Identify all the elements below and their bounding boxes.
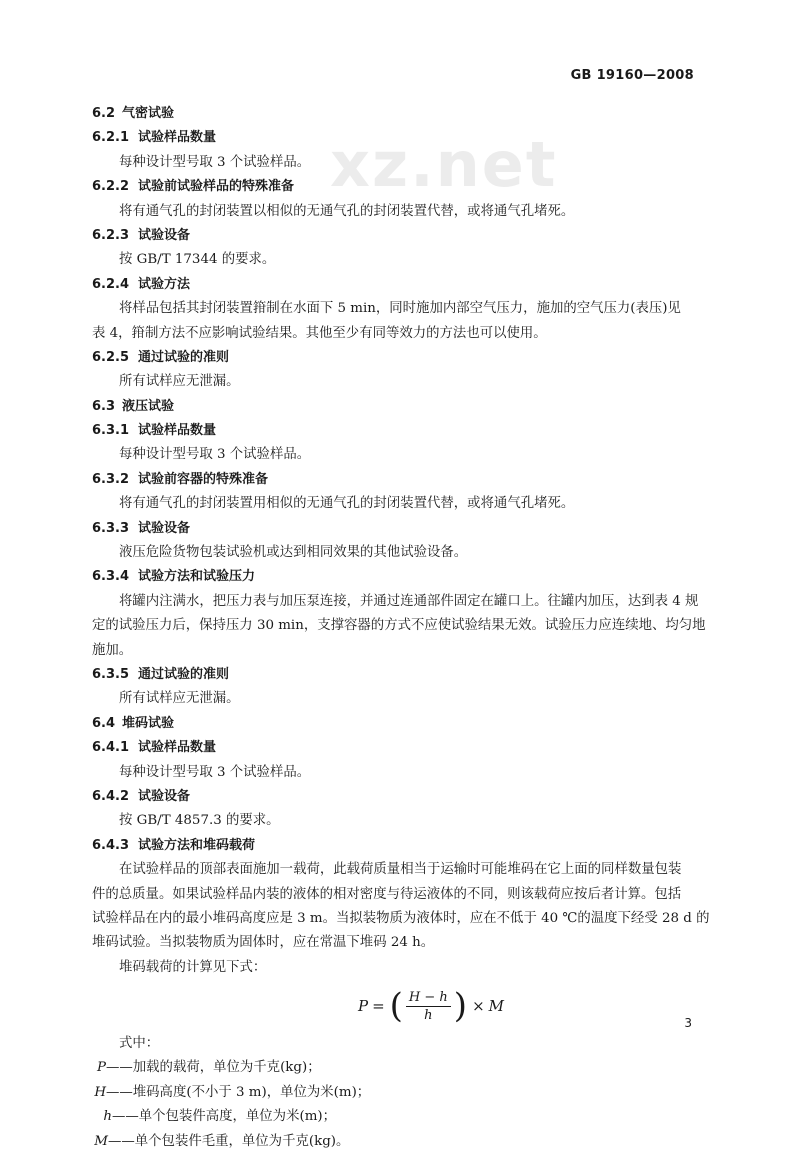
section-number: 6.2.5 xyxy=(92,349,130,365)
formula-numerator: H − h xyxy=(406,990,451,1007)
section-number: 6.3.3 xyxy=(92,520,130,536)
section-body-line: 试验样品在内的最小堆码高度应是 3 m。当拟装物质为液体时，应在不低于 40 ℃的温度下经受 28 d 的 xyxy=(92,910,710,926)
standard-code-header: GB 19160—2008 xyxy=(570,68,694,83)
legend-symbol: h xyxy=(103,1109,112,1125)
section-number: 6.3.5 xyxy=(92,666,130,682)
section-number: 6.2.4 xyxy=(92,276,130,292)
section-body-line: 表 4，箝制方法不应影响试验结果。其他至少有同等效力的方法也可以使用。 xyxy=(92,325,547,341)
legend-description: ——加载的载荷，单位为千克(kg)； xyxy=(106,1060,321,1076)
section-body: 液压危险货物包装试验机或达到相同效果的其他试验设备。 xyxy=(119,545,468,561)
legend-intro: 式中： xyxy=(119,1036,160,1052)
section-body: 按 GB/T 17344 的要求。 xyxy=(119,252,276,268)
section-number: 6.4 xyxy=(92,715,116,731)
section-number: 6.3.4 xyxy=(92,569,130,585)
section-body-line: 施加。 xyxy=(92,642,133,658)
section-body-line: 定的试验压力后，保持压力 30 min，支撑容器的方式不应使试验结果无效。试验压力应连续地、均匀地 xyxy=(92,618,706,634)
formula-lhs: P xyxy=(357,997,369,1016)
section-title: 试验设备 xyxy=(138,520,191,536)
legend-description: ——单个包装件高度，单位为米(m)； xyxy=(112,1109,337,1125)
section-body: 将有通气孔的封闭装置以相似的无通气孔的封闭装置代替，或将通气孔堵死。 xyxy=(119,203,575,219)
document-body xyxy=(92,102,710,1154)
legend-symbol: M xyxy=(94,1133,108,1149)
section-number: 6.3 xyxy=(92,398,116,414)
section-heading-6-2-4 xyxy=(92,273,710,297)
section-body: 所有试样应无泄漏。 xyxy=(119,691,240,707)
section-heading-6-3-1 xyxy=(92,419,710,443)
formula-right-paren: ) xyxy=(453,986,468,1027)
section-heading-6-4-1 xyxy=(92,736,710,760)
section-heading-6-3-4 xyxy=(92,565,710,589)
section-title: 试验样品数量 xyxy=(138,740,217,756)
section-body: 每种设计型号取 3 个试验样品。 xyxy=(119,154,311,170)
formula-times: × xyxy=(472,997,485,1016)
watermark: xz.net xyxy=(330,128,558,201)
section-heading-6-4-3 xyxy=(92,834,710,858)
formula-equals: = xyxy=(372,997,385,1016)
legend-item-p xyxy=(92,1056,710,1080)
section-title: 试验方法 xyxy=(138,276,191,292)
section-heading-6-3 xyxy=(92,395,710,419)
section-number: 6.2.1 xyxy=(92,130,130,146)
section-body: 将有通气孔的封闭装置用相似的无通气孔的封闭装置代替，或将通气孔堵死。 xyxy=(119,496,575,512)
section-title: 通过试验的准则 xyxy=(138,666,230,682)
section-title: 试验前试验样品的特殊准备 xyxy=(138,179,295,195)
legend-item-h-upper xyxy=(92,1081,710,1105)
section-body-line: 件的总质量。如果试验样品内装的液体的相对密度与待运液体的不同，则该载荷应按后者计算。包括 xyxy=(92,886,682,902)
section-number: 6.4.3 xyxy=(92,837,130,853)
section-number: 6.4.2 xyxy=(92,788,130,804)
section-number: 6.2 xyxy=(92,106,116,121)
section-number: 6.3.2 xyxy=(92,471,130,487)
section-heading-6-2 xyxy=(92,102,710,126)
section-number: 6.3.1 xyxy=(92,423,130,439)
legend-symbol: P xyxy=(96,1060,106,1076)
legend-symbol: H xyxy=(94,1084,106,1100)
legend-description: ——堆码高度(不小于 3 m)，单位为米(m)； xyxy=(106,1084,371,1100)
section-body-line: 将罐内注满水，把压力表与加压泵连接，并通过连通部件固定在罐口上。往罐内加压，达到表 4 规 xyxy=(119,593,699,609)
page-number: 3 xyxy=(684,1016,692,1030)
section-number: 6.2.2 xyxy=(92,179,130,195)
section-title: 试验前容器的特殊准备 xyxy=(138,471,269,487)
section-heading-6-2-1 xyxy=(92,126,710,150)
section-body: 所有试样应无泄漏。 xyxy=(119,374,240,390)
formula-intro: 堆码载荷的计算见下式： xyxy=(119,959,267,975)
section-title: 试验方法和堆码载荷 xyxy=(138,837,256,853)
section-heading-6-4 xyxy=(92,712,710,736)
legend-item-m xyxy=(92,1130,710,1154)
stacking-load-formula xyxy=(92,980,710,1032)
section-title: 试验样品数量 xyxy=(138,423,217,439)
section-title: 堆码试验 xyxy=(122,715,175,731)
section-title: 试验设备 xyxy=(138,788,191,804)
section-title: 试验方法和试验压力 xyxy=(138,569,256,585)
section-body-line: 将样品包括其封闭装置箝制在水面下 5 min，同时施加内部空气压力，施加的空气压力(表压)见 xyxy=(119,301,681,317)
section-body-line: 堆码试验。当拟装物质为固体时，应在常温下堆码 24 h。 xyxy=(92,935,435,951)
section-heading-6-2-2 xyxy=(92,175,710,199)
formula-left-paren: ( xyxy=(389,986,403,1027)
section-body-line: 在试验样品的顶部表面施加一载荷，此载荷质量相当于运输时可能堆码在它上面的同样数量包装 xyxy=(119,862,682,878)
section-heading-6-3-5 xyxy=(92,663,710,687)
section-body: 按 GB/T 4857.3 的要求。 xyxy=(119,813,280,829)
formula-rhs: M xyxy=(488,997,504,1016)
section-number: 6.4.1 xyxy=(92,740,130,756)
legend-description: ——单个包装件毛重，单位为千克(kg)。 xyxy=(108,1133,350,1149)
legend-item-h-lower xyxy=(92,1105,710,1129)
section-number: 6.2.3 xyxy=(92,227,130,243)
section-heading-6-2-5 xyxy=(92,346,710,370)
formula-fraction xyxy=(406,990,451,1023)
formula-denominator: h xyxy=(424,1007,433,1023)
section-title: 试验设备 xyxy=(138,227,191,243)
section-title: 液压试验 xyxy=(122,398,175,414)
section-heading-6-2-3 xyxy=(92,224,710,248)
section-body: 每种设计型号取 3 个试验样品。 xyxy=(119,764,311,780)
section-heading-6-3-2 xyxy=(92,468,710,492)
section-heading-6-3-3 xyxy=(92,517,710,541)
section-title: 试验样品数量 xyxy=(138,130,217,146)
section-title: 通过试验的准则 xyxy=(138,349,230,365)
section-heading-6-4-2 xyxy=(92,785,710,809)
section-title: 气密试验 xyxy=(122,106,175,121)
section-body: 每种设计型号取 3 个试验样品。 xyxy=(119,447,311,463)
